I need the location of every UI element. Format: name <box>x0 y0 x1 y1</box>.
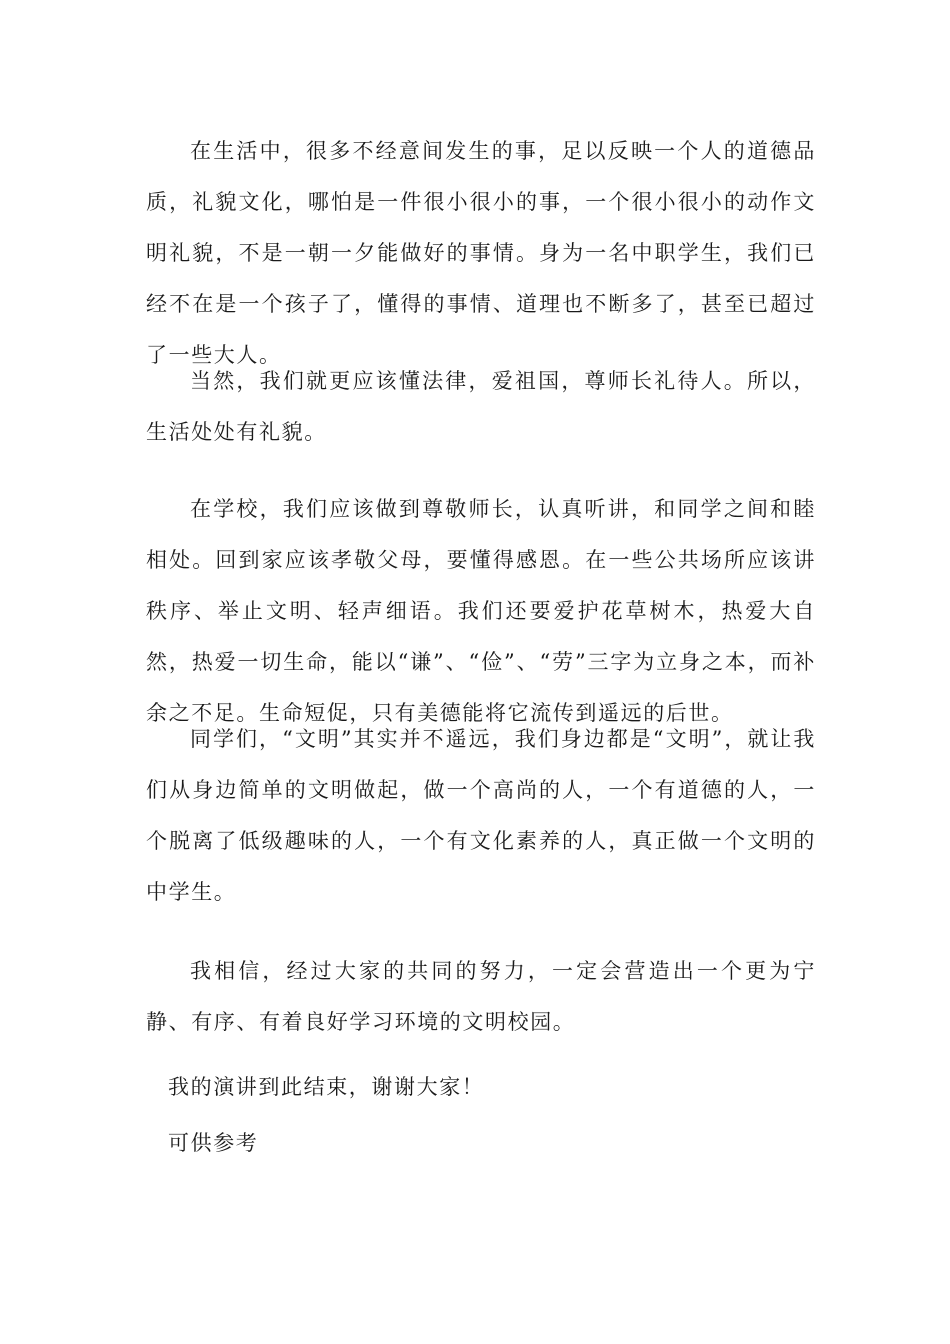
paragraph-4: 同学们，“文明”其实并不遥远，我们身边都是“文明”，就让我们从身边简单的文明做起，做一个高尚的人，一个有道德的人，一个脱离了低级趣味的人，一个有文化素养的人，真正做一个文明的中学生。 <box>146 727 816 904</box>
paragraph-1: 在生活中，很多不经意间发生的事，足以反映一个人的道德品质，礼貌文化，哪怕是一件很小很小的事，一个很小很小的动作文明礼貌，不是一朝一夕能做好的事情。身为一名中职学生，我们已经不在是一个孩子了，懂得的事情、道理也不断多了，甚至已超过了一些大人。 <box>146 139 816 367</box>
closing-line: 我的演讲到此结束，谢谢大家！ <box>168 1075 485 1099</box>
paragraph-5: 我相信，经过大家的共同的努力，一定会营造出一个更为宁静、有序、有着良好学习环境的文明校园。 <box>146 959 816 1034</box>
footer-note: 可供参考 <box>168 1131 259 1155</box>
paragraph-3: 在学校，我们应该做到尊敬师长，认真听讲，和同学之间和睦相处。回到家应该孝敬父母，要懂得感恩。在一些公共场所应该讲秩序、举止文明、轻声细语。我们还要爱护花草树木，热爱大自然，热爱一切生命，能以“谦”、“俭”、“劳”三字为立身之本，而补余之不足。生命短促，只有美德能将它流传到遥远的后世。 <box>146 497 816 725</box>
paragraph-2: 当然，我们就更应该懂法律，爱祖国，尊师长礼待人。所以，生活处处有礼貌。 <box>146 369 816 444</box>
